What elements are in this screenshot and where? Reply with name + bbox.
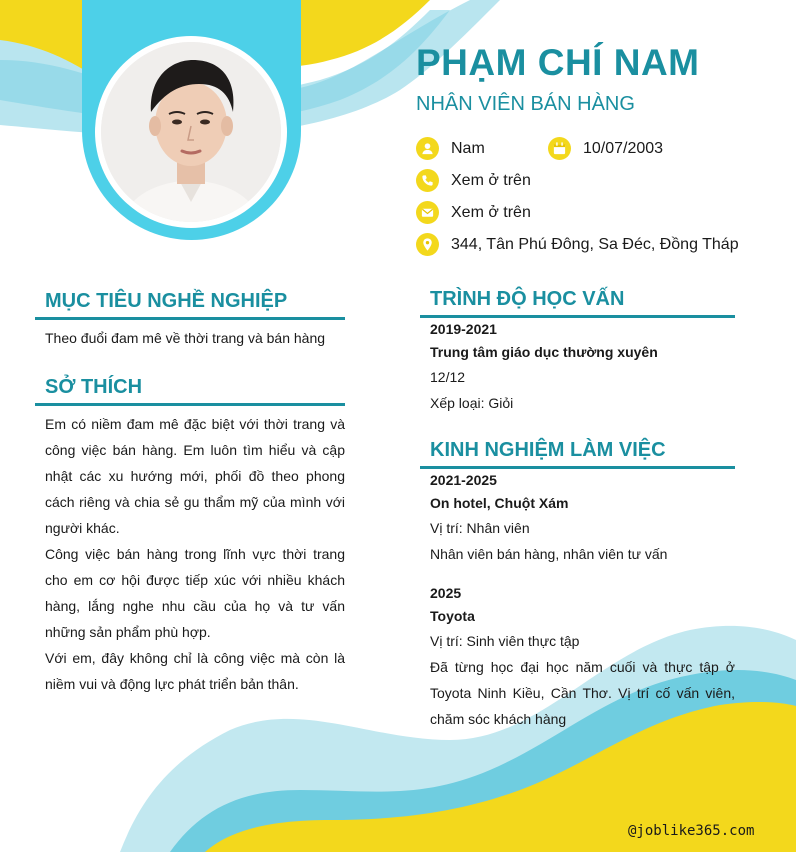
job-company: Toyota [430,608,475,624]
phone-row [416,169,531,192]
education-grade: 12/12 [430,369,466,385]
location-pin-icon [416,233,439,256]
education-period: 2019-2021 [430,321,497,337]
education-school: Trung tâm giáo dục thường xuyên [430,344,658,360]
education-rank: Xếp loại: Giỏi [430,395,514,411]
objective-text: Theo đuổi đam mê về thời trang và bán hàng [45,330,326,346]
birthday-row [548,137,663,160]
candidate-name: PHẠM CHÍ NAM [416,42,700,83]
job-period: 2021-2025 [430,472,497,488]
calendar-icon [548,137,571,160]
job-description: Đã từng học đại học năm cuối và thực tập ở Toyota Ninh Kiều, Cần Thơ. Vị trí cố vấn viên, chăm sóc khách hàng [430,659,735,727]
job-period: 2025 [430,585,462,601]
education-title: TRÌNH ĐỘ HỌC VẤN [430,288,625,310]
hobbies-paragraph: Với em, đây không chỉ là công việc mà còn là niềm vui và động lực phát triển bản thân. [45,650,345,692]
email-row [416,201,531,224]
gender-value: Nam [451,139,485,157]
experience-title: KINH NGHIỆM LÀM VIỆC [430,439,666,461]
email-value: Xem ở trên [451,203,531,221]
hobbies-paragraph: Công việc bán hàng trong lĩnh vực thời trang cho em cơ hội được tiếp xúc với nhiều khách hàng, lắng nghe nhu cầu của họ và tư vấn những sản phẩm phù hợp. [45,546,345,640]
job-company: On hotel, Chuột Xám [430,495,569,511]
profile-photo [101,42,281,222]
gender-row [416,137,485,160]
job-position: Vị trí: Sinh viên thực tập [430,633,580,649]
phone-value: Xem ở trên [451,171,531,189]
user-icon [416,137,439,160]
address-row [416,233,739,256]
mail-icon [416,201,439,224]
address-value: 344, Tân Phú Đông, Sa Đéc, Đồng Tháp [451,235,739,253]
hobbies-title: SỞ THÍCH [45,376,143,398]
objective-divider [35,317,345,320]
hobbies-divider [35,403,345,406]
watermark-text: @joblike365.com [628,823,755,839]
job-description: Nhân viên bán hàng, nhân viên tư vấn [430,546,668,562]
phone-icon [416,169,439,192]
hobbies-paragraph: Em có niềm đam mê đặc biệt với thời trang và công việc bán hàng. Em luôn tìm hiểu và cập nhật các xu hướng mới, phối đồ theo phong cách riêng và chia sẻ gu thẩm mỹ của mình với người khác. [45,416,345,536]
birthday-value: 10/07/2003 [583,139,664,157]
job-title: NHÂN VIÊN BÁN HÀNG [416,93,635,115]
job-position: Vị trí: Nhân viên [430,520,530,536]
objective-title: MỤC TIÊU NGHỀ NGHIỆP [45,290,288,312]
